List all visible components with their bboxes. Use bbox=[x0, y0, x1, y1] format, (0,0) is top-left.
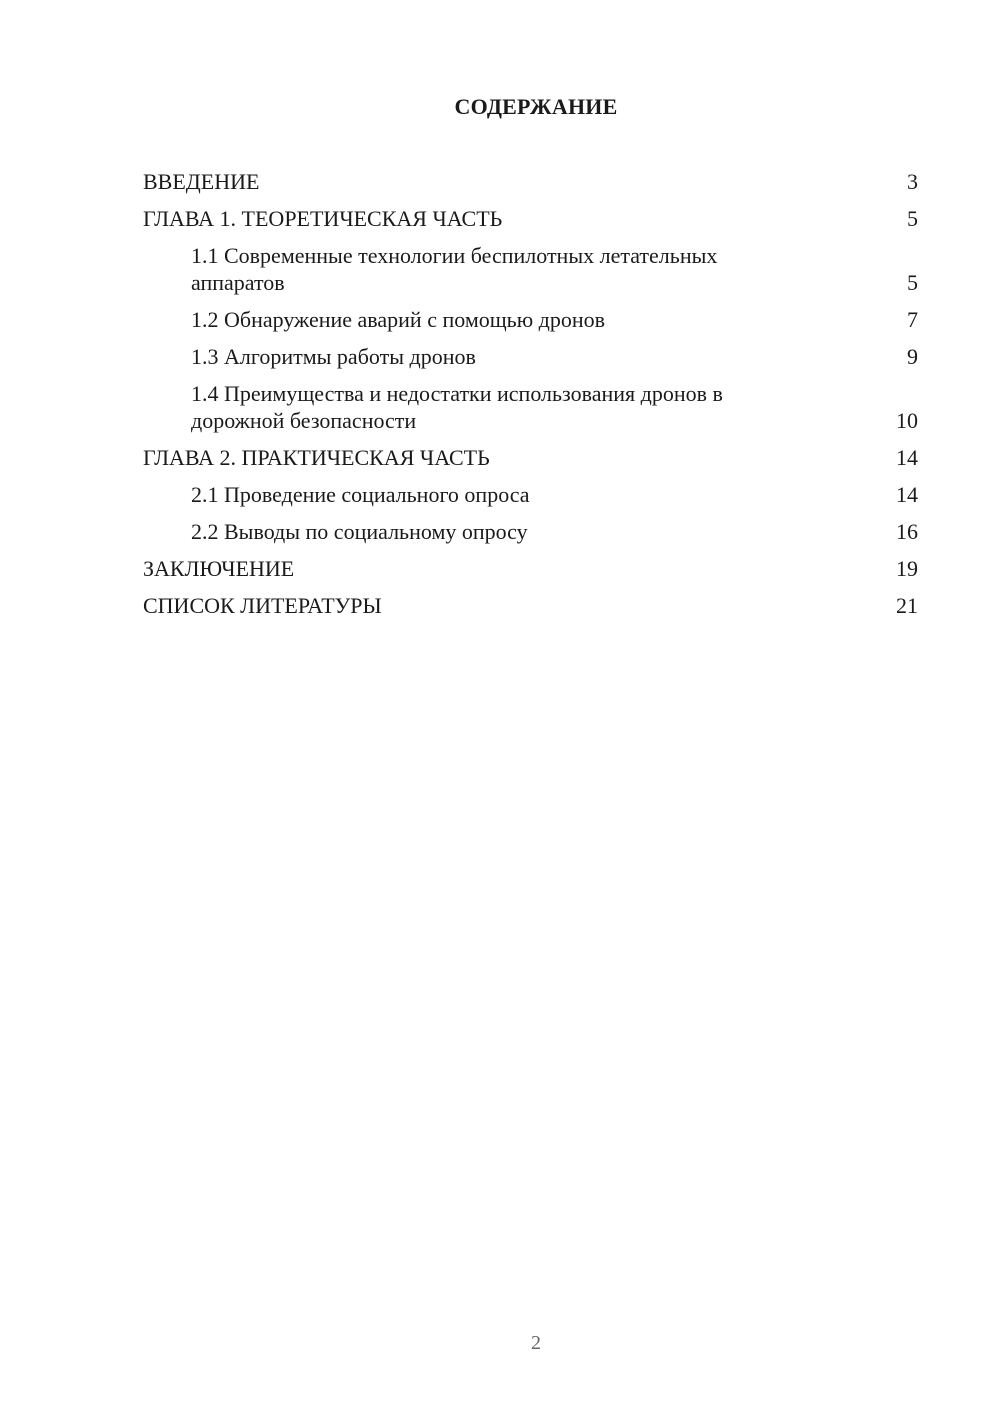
toc-entry-section-2-2[interactable] bbox=[143, 518, 918, 545]
toc-entry-page: 3 bbox=[907, 169, 918, 194]
toc-entry-title: 1.4 Преимущества и недостатки использования дронов в дорожной безопасности bbox=[191, 381, 723, 433]
toc-entry-title: 2.1 Проведение социального опроса bbox=[191, 482, 530, 507]
toc-entry-page: 5 bbox=[907, 270, 918, 295]
toc-entry-section-1-3[interactable] bbox=[143, 343, 918, 370]
toc-entry-title: 1.3 Алгоритмы работы дронов bbox=[191, 344, 476, 369]
toc-entry-title: ГЛАВА 2. ПРАКТИЧЕСКАЯ ЧАСТЬ bbox=[143, 445, 490, 470]
toc-entry-title: ВВЕДЕНИЕ bbox=[143, 169, 260, 194]
toc-entry-page: 21 bbox=[896, 593, 918, 618]
toc-entry-title: ГЛАВА 1. ТЕОРЕТИЧЕСКАЯ ЧАСТЬ bbox=[143, 206, 503, 231]
toc-entry-section-1-2[interactable] bbox=[143, 306, 918, 333]
toc-entry-title: СПИСОК ЛИТЕРАТУРЫ bbox=[143, 593, 382, 618]
toc-entry-page: 5 bbox=[907, 206, 918, 231]
toc-entry-conclusion[interactable] bbox=[143, 555, 918, 582]
toc-entry-page: 19 bbox=[896, 556, 918, 581]
toc-entry-page: 14 bbox=[896, 482, 918, 507]
toc-entry-page: 7 bbox=[907, 307, 918, 332]
table-of-contents bbox=[143, 168, 918, 629]
toc-entry-section-1-4[interactable] bbox=[143, 380, 918, 434]
toc-entry-section-1-1[interactable] bbox=[143, 242, 918, 296]
toc-entry-title: 1.1 Современные технологии беспилотных летательных аппаратов bbox=[191, 243, 718, 295]
toc-entry-page: 10 bbox=[896, 408, 918, 433]
toc-entry-page: 9 bbox=[907, 344, 918, 369]
page-number: 2 bbox=[531, 1332, 541, 1354]
toc-entry-title: 2.2 Выводы по социальному опросу bbox=[191, 519, 528, 544]
toc-entry-page: 14 bbox=[896, 445, 918, 470]
toc-entry-section-2-1[interactable] bbox=[143, 481, 918, 508]
toc-entry-introduction[interactable] bbox=[143, 168, 918, 195]
toc-entry-title: 1.2 Обнаружение аварий с помощью дронов bbox=[191, 307, 606, 332]
toc-entry-title: ЗАКЛЮЧЕНИЕ bbox=[143, 556, 295, 581]
toc-entry-chapter-1[interactable] bbox=[143, 205, 918, 232]
page-title: СОДЕРЖАНИЕ bbox=[454, 94, 618, 119]
toc-entry-bibliography[interactable] bbox=[143, 592, 918, 619]
toc-entry-chapter-2[interactable] bbox=[143, 444, 918, 471]
toc-entry-page: 16 bbox=[896, 519, 918, 544]
